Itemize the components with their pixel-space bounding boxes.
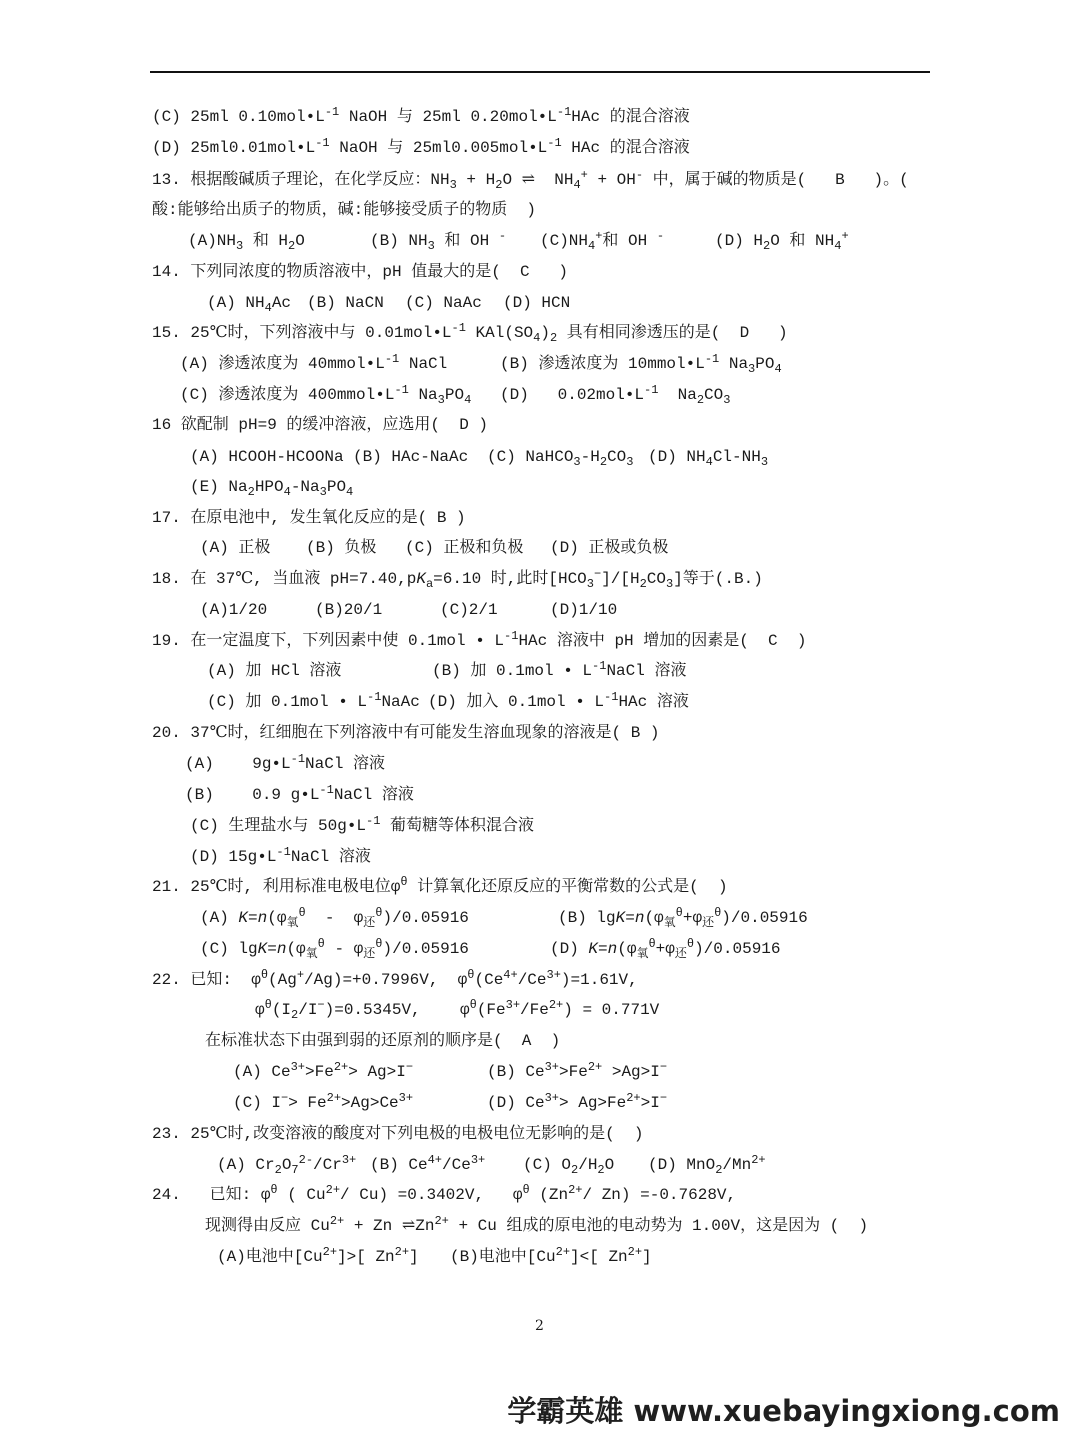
subscript: 2 — [715, 1163, 723, 1177]
subscript: 4 — [464, 393, 472, 407]
subscript: 2 — [288, 239, 296, 253]
subscript: 3 — [449, 178, 457, 192]
superscript: -1 — [644, 383, 659, 397]
subscript: 4 — [588, 239, 596, 253]
superscript: 3+ — [505, 998, 521, 1012]
question-15-option-b: (B) 渗透浓度为 $10mmol•L^{-1}$ $Na_3PO_4$ — [500, 352, 782, 376]
question-22-given-iron: $\varphi^\theta(Fe^{3+}/Fe^{2+}) = 0.771V$ — [460, 998, 660, 1019]
question-13-option-c: $(C)NH_4^+$和 OH - — [540, 229, 665, 253]
superscript: θ — [298, 906, 306, 920]
subscript: 4 — [834, 239, 842, 253]
superscript: - — [498, 229, 507, 243]
superscript: − — [593, 567, 602, 581]
superscript: -1 — [592, 659, 607, 673]
question-15-stem: 15. 25℃时，下列溶液中与 $0.01mol•L^{-1}$ $KAl(SO_4)_2$ 具有相同渗透压的是( D ) — [152, 321, 788, 345]
question-22-option-c: (C) $I^-> Fe^{2+}>Ag>Ce^{3+}$ — [233, 1091, 414, 1112]
question-19-stem: 19. 在一定温度下，下列因素中使 0.1mol • $L^{-1}HAc$ 溶液中 pH 增加的因素是( C ) — [152, 629, 807, 650]
superscript: 2+ — [626, 1091, 641, 1105]
superscript: 2- — [298, 1153, 314, 1167]
subscript: 2 — [274, 1163, 282, 1177]
question-16-option-e: (E) $Na_2HPO_4-Na_3PO_4$ — [190, 478, 354, 499]
italic-variable: n — [257, 909, 268, 927]
subscript: 7 — [291, 1163, 299, 1177]
subscript: 4 — [533, 331, 541, 345]
italic-variable: n — [634, 909, 645, 927]
subscript: 2 — [571, 1163, 579, 1177]
question-17-option-c: (C) 正极和负极 — [405, 539, 524, 557]
question-18-option-b: (B)20/1 — [315, 601, 383, 619]
superscript: θ — [675, 906, 683, 920]
superscript: -1 — [366, 814, 381, 828]
question-22-option-a: (A) $Ce^{3+}>Fe^{2+}> Ag>I^-$ — [233, 1060, 414, 1081]
superscript: θ — [375, 906, 383, 920]
subscript: 3 — [723, 393, 731, 407]
question-15-option-a: (A) 渗透浓度为 $40mmol•L^{-1}$ NaCl — [180, 352, 448, 373]
superscript: -1 — [556, 105, 572, 119]
superscript: -1 — [276, 845, 291, 859]
subscript: 4 — [573, 178, 581, 192]
superscript: + — [296, 968, 305, 982]
superscript: 3+ — [544, 1091, 560, 1105]
question-18-option-d: (D)1/10 — [550, 601, 618, 619]
superscript: 2+ — [325, 1183, 341, 1197]
subscript: 2 — [639, 577, 647, 591]
superscript: θ — [270, 1183, 278, 1197]
superscript: θ — [686, 937, 695, 951]
question-18-option-c: (C)2/1 — [440, 601, 498, 619]
question-19-option-a: (A) 加 HCl 溶液 — [207, 662, 342, 680]
superscript: - — [635, 168, 644, 182]
italic-variable: n — [276, 940, 287, 958]
italic-variable: n — [607, 940, 618, 958]
superscript: -1 — [319, 783, 334, 797]
question-14-option-a: (A) $NH_4Ac$ — [207, 294, 292, 315]
superscript: 3+ — [398, 1091, 414, 1105]
subscript: 还 — [674, 947, 687, 961]
subscript: 2 — [597, 1163, 605, 1177]
question-20-option-b: (B) 0.9 $g•L^{-1}NaCl$ 溶液 — [185, 783, 414, 804]
superscript: + — [595, 229, 603, 243]
question-13-stem: 13. 根据酸碱质子理论，在化学反应：$NH_3 + H_2O$ ⇌ $NH_4^+ + OH^-$ 中，属于碱的物质是( B )。( — [152, 168, 909, 192]
question-14-option-d: (D) HCN — [503, 294, 571, 312]
italic-variable: K — [615, 909, 626, 927]
question-12-option-d: (D) $25ml0.01mol•L^{-1}$ NaOH 与 $25ml0.005mol•L^{-1}$ HAc 的混合溶液 — [152, 136, 690, 157]
superscript: -1 — [604, 690, 619, 704]
header-rule — [150, 71, 930, 73]
subscript: 3 — [573, 455, 581, 469]
superscript: − — [405, 1060, 414, 1074]
subscript: 4 — [346, 485, 354, 499]
question-20-option-a: (A) $9g•L^{-1}NaCl$ 溶液 — [185, 752, 386, 773]
question-23-option-a: (A) $Cr_2O_7^{2-}/Cr^{3+}$ — [217, 1153, 357, 1177]
question-15-option-c: (C) 渗透浓度为 $400mmol•L^{-1}$ $Na_3PO_4$ — [180, 383, 472, 407]
question-24-stem: 24. 已知: $\varphi^\theta$ ( $Cu^{2+}/$ Cu) =0.3402V, $\varphi^\theta$ ($Zn^{2+}/$ Zn) =-0.7628V, — [152, 1183, 737, 1204]
subscript: 4 — [774, 362, 782, 376]
italic-variable: K — [588, 940, 599, 958]
subscript: 氧 — [663, 916, 676, 930]
question-14-option-b: (B) NaCN — [307, 294, 384, 312]
question-19-option-d: (D) 加入 0.1mol • $L^{-1}HAc$ 溶液 — [428, 690, 689, 711]
question-13-option-a: $(A)NH_3$ 和 $H_2O$ — [188, 232, 305, 253]
page-number: 2 — [535, 1318, 544, 1334]
question-22-option-d: (D) $Ce^{3+}> Ag>Fe^{2+}>I^-$ — [487, 1091, 668, 1112]
superscript: − — [659, 1091, 668, 1105]
question-16-option-b: (B) HAc-NaAc — [353, 448, 469, 466]
question-16-option-d: (D) $NH_4Cl-NH_3$ — [648, 448, 769, 469]
superscript: -1 — [367, 690, 382, 704]
subscript: 2 — [247, 485, 255, 499]
subscript: 3 — [427, 239, 435, 253]
superscript: 2+ — [434, 1214, 449, 1228]
superscript: 2+ — [333, 1060, 349, 1074]
subscript: 2 — [696, 393, 705, 407]
italic-variable: K — [257, 940, 268, 958]
question-23-option-c: (C) $O_2/H_2O$ — [523, 1156, 615, 1177]
subscript: 3 — [626, 455, 634, 469]
question-13-option-d: (D) $H_2O$ 和 $NH_4^+$ — [715, 229, 849, 253]
superscript: -1 — [290, 752, 306, 766]
question-19-option-c: (C) 加 0.1mol • $L^{-1}NaAc$ — [207, 690, 420, 711]
superscript: 3+ — [341, 1153, 357, 1167]
subscript: 3 — [236, 239, 244, 253]
question-17-stem: 17. 在原电池中, 发生氧化反应的是( B ) — [152, 509, 466, 527]
superscript: 2+ — [326, 1091, 342, 1105]
superscript: 3+ — [544, 1060, 560, 1074]
question-16-stem: 16 欲配制 pH=9 的缓冲溶液，应选用( D ) — [152, 416, 489, 434]
superscript: 4+ — [427, 1153, 443, 1167]
superscript: -1 — [315, 136, 330, 150]
superscript: 4+ — [503, 968, 518, 982]
question-23-stem: 23. 25℃时,改变溶液的酸度对下列电极的电极电位无影响的是( ) — [152, 1125, 644, 1143]
question-16-option-c: (C) $NaHCO_3-H_2CO_3$ — [487, 448, 634, 469]
subscript: 4 — [705, 455, 713, 469]
superscript: θ — [714, 906, 722, 920]
subscript: 2 — [599, 455, 608, 469]
subscript: 2 — [495, 178, 503, 192]
subscript: 还 — [363, 947, 376, 961]
question-14-stem: 14. 下列同浓度的物质溶液中，pH 值最大的是( C ) — [152, 263, 569, 281]
question-21-option-a: (A) $K=n(\varphi_氧^\theta - \varphi_还^\theta)/0.05916$ — [200, 906, 469, 930]
superscript: θ — [264, 998, 272, 1012]
subscript: 4 — [283, 485, 291, 499]
superscript: -1 — [324, 105, 340, 119]
question-22-stem: 22. 已知: $\varphi^\theta(Ag^+/Ag)=+0.7996V$, $\varphi^\theta(Ce^{4+}/Ce^{3+})=1.61V$, — [152, 968, 638, 989]
superscript: θ — [469, 998, 477, 1012]
superscript: + — [841, 229, 849, 243]
italic-variable: K — [416, 570, 426, 588]
superscript: 2+ — [587, 1060, 603, 1074]
subscript: 2 — [763, 239, 771, 253]
question-23-option-b: (B) $Ce^{4+}/Ce^{3+}$ — [370, 1153, 486, 1174]
subscript: 3 — [437, 393, 445, 407]
superscript: 2+ — [568, 1183, 583, 1197]
superscript: 2+ — [751, 1153, 766, 1167]
question-24-option-b: (B)电池中$[Cu^{2+}]<$[ $Zn^{2+}$] — [450, 1245, 652, 1266]
superscript: θ — [317, 937, 325, 951]
subscript: a — [425, 577, 434, 591]
question-23-option-d: (D) $MnO_2/Mn^{2+}$ — [648, 1153, 766, 1177]
superscript: θ — [260, 968, 269, 982]
question-21-option-b: (B) $\lg K=n(\varphi_氧^\theta+\varphi_还^\theta)/0.05916$ — [558, 906, 808, 930]
question-17-option-b: (B) 负极 — [306, 539, 377, 557]
superscript: 3+ — [290, 1060, 306, 1074]
subscript: 还 — [702, 916, 715, 930]
subscript: 4 — [264, 301, 272, 315]
question-12-option-c: (C) 25ml $0.10mol•L^{-1}$ NaOH 与 25ml $0.20mol•L^{-1}HAc$ 的混合溶液 — [152, 105, 690, 126]
subscript: 3 — [319, 485, 327, 499]
question-22-prompt: 在标准状态下由强到弱的还原剂的顺序是( A ) — [205, 1032, 561, 1050]
superscript: -1 — [394, 383, 409, 397]
superscript: -1 — [704, 352, 720, 366]
superscript: 2+ — [394, 1245, 410, 1259]
question-15-option-d: (D) $0.02mol•L^{-1}$ $Na_2CO_3$ — [500, 383, 731, 407]
superscript: θ — [648, 937, 656, 951]
question-18-stem: 18. 在 37℃, 当血液 $pH=7.40,pK_a=6.10$ 时,此时$[HCO_3^-]/[H_2CO_3]$等于(.B.) — [152, 567, 763, 591]
superscript: 2+ — [322, 1245, 338, 1259]
superscript: - — [656, 229, 665, 243]
superscript: − — [317, 998, 325, 1012]
italic-variable: K — [238, 909, 249, 927]
superscript: θ — [467, 968, 475, 982]
superscript: -1 — [384, 352, 400, 366]
question-21-option-d: (D) $K=n(\varphi_氧^\theta+\varphi_还^\theta)/0.05916$ — [550, 937, 781, 961]
question-16-option-a: (A) HCOOH-HCOONa — [190, 448, 344, 466]
superscript: 3+ — [470, 1153, 486, 1167]
question-20-stem: 20. 37℃时，红细胞在下列溶液中有可能发生溶血现象的溶液是( B ) — [152, 724, 660, 742]
superscript: -1 — [451, 321, 466, 335]
superscript: − — [659, 1060, 668, 1074]
superscript: 2+ — [555, 1245, 571, 1259]
question-14-option-c: (C) NaAc — [405, 294, 482, 312]
question-22-given-iodine: $\varphi^\theta(I_2/I^-)=0.5345V$, — [255, 998, 421, 1022]
question-21-stem: 21. 25℃时, 利用标准电极电位$\varphi^\theta$ 计算氧化还原反应的平衡常数的公式是( ) — [152, 875, 728, 896]
subscript: 3 — [586, 577, 594, 591]
superscript: -1 — [504, 629, 519, 643]
superscript: θ — [375, 937, 383, 951]
question-13-option-b: (B) $NH_3$ 和 OH - — [370, 229, 507, 253]
question-20-option-c: (C) 生理盐水与 $50g•L^{-1}$ 葡萄糖等体积混合液 — [190, 814, 535, 835]
question-19-option-b: (B) 加 0.1mol • $L^{-1}NaCl$ 溶液 — [432, 659, 687, 680]
question-24-option-a: (A)电池中$[Cu^{2+}]>$[ $Zn^{2+}$] — [217, 1245, 419, 1266]
superscript: -1 — [547, 136, 562, 150]
site-watermark: 学霸英雄 www.xuebayingxiong.com — [507, 1394, 1060, 1428]
question-17-option-d: (D) 正极或负极 — [550, 539, 669, 557]
superscript: + — [580, 168, 588, 182]
subscript: 2 — [549, 331, 558, 345]
superscript: − — [281, 1091, 289, 1105]
subscript: 氧 — [286, 916, 299, 930]
question-24-prompt: 现测得由反应 $Cu^{2+} + Zn$ $\rightleftharpoons Zn^{2+} + Cu$ 组成的原电池的电动势为 1.00V，这是因为 ( ) — [205, 1214, 869, 1235]
superscript: 3+ — [546, 968, 561, 982]
subscript: 3 — [666, 577, 674, 591]
question-13-note: 酸:能够给出质子的物质，碱:能够接受质子的物质 ) — [152, 201, 537, 219]
subscript: 2 — [291, 1008, 299, 1022]
question-17-option-a: (A) 正极 — [200, 539, 271, 557]
superscript: 2+ — [548, 998, 564, 1012]
question-20-option-d: (D) $15g•L^{-1}NaCl$ 溶液 — [190, 845, 371, 866]
superscript: θ — [522, 1183, 530, 1197]
question-22-option-b: (B) $Ce^{3+}>Fe^{2+} >Ag>I^-$ — [487, 1060, 668, 1081]
superscript: 2+ — [329, 1214, 345, 1228]
superscript: 2+ — [627, 1245, 643, 1259]
subscript: 还 — [363, 916, 376, 930]
subscript: 氧 — [636, 947, 649, 961]
question-21-option-c: (C) $\lg K=n(\varphi_氧^\theta - \varphi_还^\theta)/0.05916$ — [200, 937, 469, 961]
subscript: 氧 — [305, 947, 318, 961]
subscript: 3 — [760, 455, 769, 469]
question-18-option-a: (A)1/20 — [200, 601, 268, 619]
superscript: θ — [400, 875, 408, 889]
subscript: 3 — [748, 362, 756, 376]
